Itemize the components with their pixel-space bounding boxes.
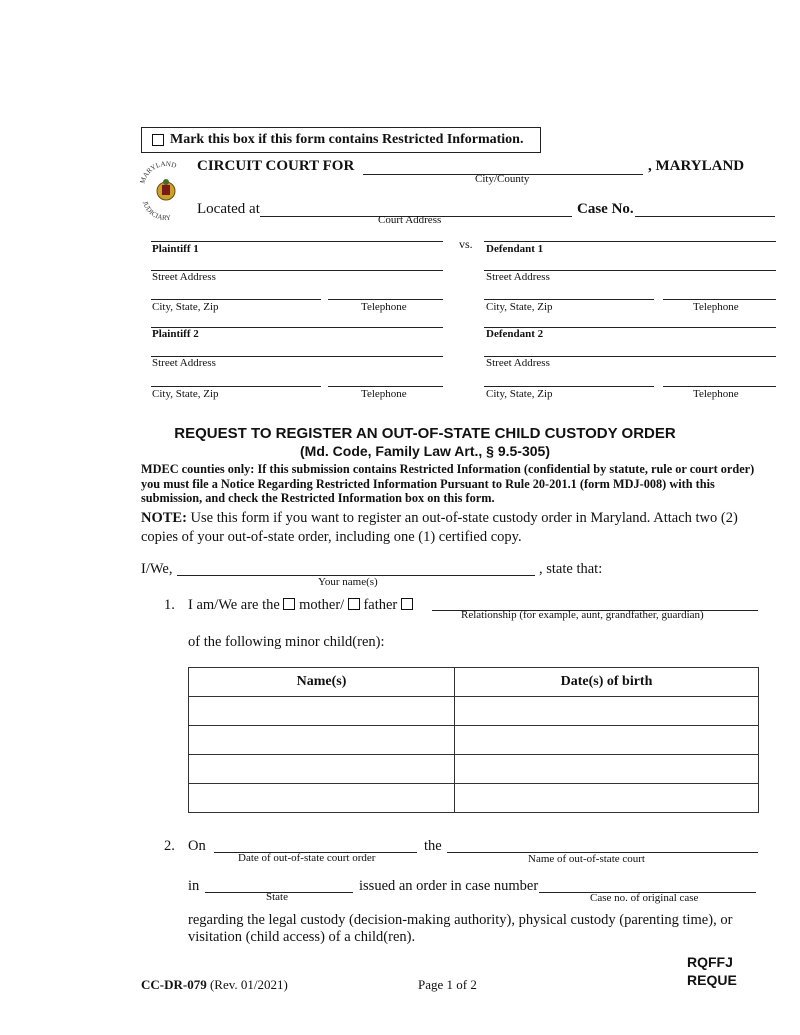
restricted-info-label: Mark this box if this form contains Restricted Information. [170, 132, 524, 147]
defendant2-city-field[interactable] [484, 386, 654, 387]
defendant2-phone-caption: Telephone [693, 388, 739, 400]
order-date-caption: Date of out-of-state court order [238, 852, 376, 864]
your-names-caption: Your name(s) [318, 576, 378, 588]
barcode-code-2: REQUE [687, 972, 737, 988]
plaintiff1-city-field[interactable] [151, 299, 321, 300]
table-row [189, 726, 759, 755]
defendant1-name-field[interactable] [484, 241, 776, 242]
relationship-caption: Relationship (for example, aunt, grandfather, guardian) [461, 609, 704, 621]
plaintiff1-label: Plaintiff 1 [152, 243, 199, 255]
table-row [189, 784, 759, 813]
note-text: Use this form if you want to register an out-of-state custody order in Maryland. Attach two (2) copies of your out-of-state order, including one (1) certified copy. [141, 510, 738, 545]
dob-column-header: Date(s) of birth [455, 668, 759, 697]
table-row [189, 755, 759, 784]
child-name-cell[interactable] [189, 755, 455, 784]
plaintiff1-phone-caption: Telephone [361, 301, 407, 313]
defendant2-city-caption: City, State, Zip [486, 388, 553, 400]
form-subtitle: (Md. Code, Family Law Art., § 9.5-305) [300, 443, 550, 459]
other-relationship-checkbox[interactable] [401, 598, 413, 610]
case-number-caption: Case no. of original case [590, 892, 699, 904]
plaintiff1-name-field[interactable] [151, 241, 443, 242]
name-column-header: Name(s) [189, 668, 455, 697]
plaintiff2-street-caption: Street Address [152, 357, 216, 369]
plaintiff2-city-field[interactable] [151, 386, 321, 387]
court-name-caption: Name of out-of-state court [528, 853, 645, 865]
plaintiff2-phone-caption: Telephone [361, 388, 407, 400]
state-caption: State [266, 891, 288, 903]
item1-number: 1. [164, 597, 175, 613]
item2-the-label: the [424, 838, 442, 854]
item2-on-label: On [188, 838, 206, 854]
defendant1-phone-caption: Telephone [693, 301, 739, 313]
defendant1-label: Defendant 1 [486, 243, 544, 255]
state-that-label: , state that: [539, 561, 603, 577]
restricted-info-checkbox[interactable] [152, 134, 164, 146]
plaintiff1-city-caption: City, State, Zip [152, 301, 219, 313]
court-prefix: CIRCUIT COURT FOR [197, 158, 355, 174]
form-code-block [141, 977, 288, 993]
father-checkbox[interactable] [348, 598, 360, 610]
page-number: Page 1 of 2 [418, 977, 477, 992]
child-dob-cell[interactable] [455, 726, 759, 755]
item2-in-label: in [188, 878, 200, 894]
child-name-cell[interactable] [189, 726, 455, 755]
case-no-label: Case No. [577, 201, 634, 217]
item1-text [188, 597, 413, 614]
defendant1-phone-field[interactable] [663, 299, 776, 300]
note-paragraph [141, 509, 771, 547]
iwe-label: I/We, [141, 561, 173, 577]
plaintiff2-label: Plaintiff 2 [152, 328, 199, 340]
plaintiff1-street-caption: Street Address [152, 271, 216, 283]
defendant1-street-caption: Street Address [486, 271, 550, 283]
form-title: REQUEST TO REGISTER AN OUT-OF-STATE CHILD CUSTODY ORDER [174, 425, 676, 442]
plaintiff1-phone-field[interactable] [328, 299, 443, 300]
restricted-info-box [141, 127, 541, 153]
mother-label: mother/ [299, 597, 345, 613]
court-address-caption: Court Address [378, 214, 442, 226]
maryland-judiciary-seal [136, 158, 196, 222]
item2-number: 2. [164, 838, 175, 854]
issued-label: issued an order in case number [359, 878, 539, 894]
vs-label: vs. [459, 237, 473, 251]
child-dob-cell[interactable] [455, 755, 759, 784]
child-dob-cell[interactable] [455, 784, 759, 813]
barcode-code-1: RQFFJ [687, 954, 733, 970]
form-code: CC-DR-079 [141, 977, 207, 992]
child-name-cell[interactable] [189, 697, 455, 726]
city-county-caption: City/County [475, 173, 530, 185]
following-children-label: of the following minor child(ren): [188, 634, 385, 650]
court-suffix: , MARYLAND [648, 158, 745, 174]
item1-lead: I am/We are the [188, 597, 280, 613]
note-label: NOTE: [141, 510, 187, 526]
case-no-field[interactable] [635, 216, 775, 217]
plaintiff2-city-caption: City, State, Zip [152, 388, 219, 400]
defendant2-street-caption: Street Address [486, 357, 550, 369]
table-row [189, 697, 759, 726]
defendant1-city-caption: City, State, Zip [486, 301, 553, 313]
child-dob-cell[interactable] [455, 697, 759, 726]
located-label: Located at [197, 201, 260, 217]
defendant2-label: Defendant 2 [486, 328, 544, 340]
seal-top-text: MARYLAND [138, 159, 178, 185]
children-table [188, 667, 759, 813]
child-name-cell[interactable] [189, 784, 455, 813]
seal-bottom-text: JUDICIARY [140, 200, 172, 222]
mdec-notice: MDEC counties only: If this submission contains Restricted Information (confidential by statute, rule or court order) you must file a Notice Regarding Restricted Information Pursuant to Rule 20-201.1 (form MDJ-008) with this submission, and check the Restricted Information box on this form. [141, 462, 755, 505]
mother-checkbox[interactable] [283, 598, 295, 610]
form-revision: (Rev. 01/2021) [206, 977, 288, 992]
plaintiff2-phone-field[interactable] [328, 386, 443, 387]
defendant1-city-field[interactable] [484, 299, 654, 300]
father-label: father [363, 597, 398, 613]
regarding-paragraph: regarding the legal custody (decision-making authority), physical custody (parenting time), or visitation (child access) of a child(ren). [188, 912, 733, 945]
defendant2-phone-field[interactable] [663, 386, 776, 387]
